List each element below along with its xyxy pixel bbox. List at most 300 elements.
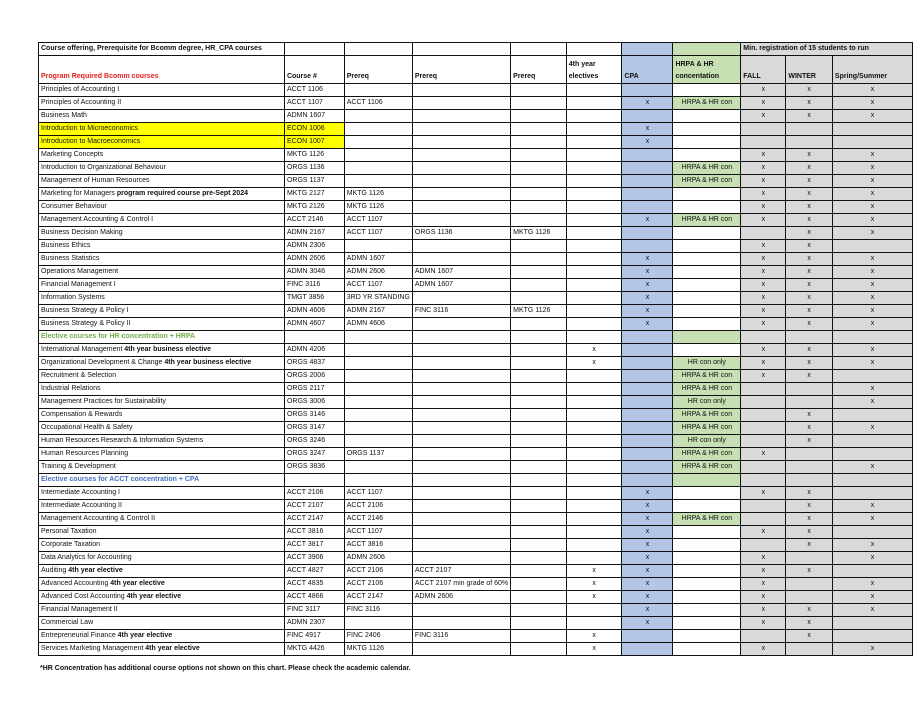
prereq-cell <box>412 409 510 422</box>
prereq-cell: ACCT 2107 min grade of 60% <box>412 578 510 591</box>
cpa-cell <box>622 188 673 201</box>
fall-cell: x <box>741 240 786 253</box>
winter-cell <box>786 331 833 344</box>
hrpa-cell: HR con only <box>673 396 741 409</box>
fall-cell <box>741 630 786 643</box>
cpa-cell <box>622 383 673 396</box>
prereq-cell <box>412 253 510 266</box>
course-name <box>39 149 285 162</box>
section-row <box>39 331 913 344</box>
table-row <box>39 461 913 474</box>
fall-cell: x <box>741 175 786 188</box>
hrpa-cell: HRPA & HR con <box>673 97 741 110</box>
cpa-cell <box>622 474 673 487</box>
course-number: ORGS 4837 <box>284 357 344 370</box>
course-number: ADMN 4606 <box>284 305 344 318</box>
prereq-cell: 3RD YR STANDING <box>344 292 412 305</box>
elective-cell <box>566 84 622 97</box>
prereq-cell <box>511 201 567 214</box>
course-name-text: Business Ethics <box>41 242 91 249</box>
winter-cell: x <box>786 149 833 162</box>
prereq-cell: ACCT 1107 <box>344 487 412 500</box>
summer-header: Spring/Summer <box>832 56 912 84</box>
course-number: ACCT 4827 <box>284 565 344 578</box>
prereq-cell: ORGS 1137 <box>344 448 412 461</box>
empty-cell <box>284 331 344 344</box>
hrpa-cell <box>673 552 741 565</box>
elective-cell: x <box>566 344 622 357</box>
winter-cell: x <box>786 214 833 227</box>
course-note: 4th year elective <box>68 567 123 574</box>
winter-cell <box>786 578 833 591</box>
fall-cell: x <box>741 305 786 318</box>
elective-cell <box>566 97 622 110</box>
fall-cell: x <box>741 357 786 370</box>
hrpa-cell <box>673 591 741 604</box>
prereq-cell <box>511 448 567 461</box>
prereq-cell <box>511 422 567 435</box>
table-row <box>39 591 913 604</box>
prereq-cell: ACCT 1106 <box>344 97 412 110</box>
course-name-text: Advanced Accounting <box>41 580 111 587</box>
hrpa-cell: HRPA & HR con <box>673 370 741 383</box>
table-row <box>39 513 913 526</box>
prereq-cell <box>511 149 567 162</box>
cpa-cell: x <box>622 578 673 591</box>
prereq-cell: ADMN 2606 <box>344 552 412 565</box>
prereq-cell <box>344 110 412 123</box>
fall-cell <box>741 435 786 448</box>
table-row <box>39 565 913 578</box>
course-name-text: Human Resources Planning <box>41 450 129 457</box>
course-note: 4th year business elective <box>164 359 252 366</box>
course-name <box>39 422 285 435</box>
prereq-cell <box>511 552 567 565</box>
hrpa-cell <box>673 136 741 149</box>
prereq-cell: MKTG 1126 <box>511 305 567 318</box>
course-name-text: Management of Human Resources <box>41 177 150 184</box>
hrpa-cell: HRPA & HR con <box>673 461 741 474</box>
hrpa-cell <box>673 305 741 318</box>
empty-cell <box>511 331 567 344</box>
elective-cell: x <box>566 591 622 604</box>
cpa-cell: x <box>622 617 673 630</box>
cpa-cell <box>622 448 673 461</box>
elective-cell <box>566 292 622 305</box>
prereq-cell <box>412 487 510 500</box>
cpa-cell: x <box>622 292 673 305</box>
hrpa-cell <box>673 344 741 357</box>
prereq-cell <box>412 643 510 656</box>
hrpa-cell <box>673 617 741 630</box>
course-number: ADMN 2167 <box>284 227 344 240</box>
cpa-cell <box>622 370 673 383</box>
prereq-cell <box>344 162 412 175</box>
course-number: ORGS 3246 <box>284 435 344 448</box>
prereq-cell <box>511 84 567 97</box>
table-row <box>39 84 913 97</box>
prereq-cell <box>412 617 510 630</box>
course-note: 4th year elective <box>117 632 173 639</box>
table-row <box>39 201 913 214</box>
cpa-cell <box>622 643 673 656</box>
prereq-cell <box>412 500 510 513</box>
prereq-cell <box>412 448 510 461</box>
course-number: ACCT 2147 <box>284 513 344 526</box>
cpa-cell <box>622 149 673 162</box>
course-name-text: Principles of Accounting II <box>41 99 122 106</box>
prereq-cell: ADMN 2606 <box>412 591 510 604</box>
prereq-cell <box>412 201 510 214</box>
prereq-cell <box>344 396 412 409</box>
prereq-cell <box>412 435 510 448</box>
course-name-text: Intermediate Accounting II <box>41 502 122 509</box>
fall-cell: x <box>741 253 786 266</box>
course-name-text: Entrepreneurial Finance <box>41 632 118 639</box>
elective-cell <box>566 188 622 201</box>
prereq-cell <box>511 526 567 539</box>
cpa-cell: x <box>622 123 673 136</box>
hrpa-cell <box>673 500 741 513</box>
fall-header: FALL <box>741 56 786 84</box>
winter-cell: x <box>786 370 833 383</box>
course-name-text: Commercial Law <box>41 619 94 626</box>
empty-cell <box>344 474 412 487</box>
elective-cell <box>566 279 622 292</box>
course-number: ACCT 4835 <box>284 578 344 591</box>
prereq-cell <box>412 552 510 565</box>
prereq-cell <box>511 240 567 253</box>
table-row <box>39 448 913 461</box>
prereq-cell: ACCT 2106 <box>344 565 412 578</box>
course-number: ORGS 2117 <box>284 383 344 396</box>
fall-cell: x <box>741 591 786 604</box>
summer-cell: x <box>832 604 912 617</box>
elective-cell <box>566 448 622 461</box>
footnote: *HR Concentration has additional course options not shown on this chart. Please check the academic calendar. <box>40 665 411 672</box>
winter-cell: x <box>786 422 833 435</box>
fall-cell <box>741 539 786 552</box>
fall-cell: x <box>741 110 786 123</box>
course-name <box>39 110 285 123</box>
prereq-cell <box>511 409 567 422</box>
prereq-cell <box>344 136 412 149</box>
prereq-cell: MKTG 1126 <box>344 201 412 214</box>
fall-cell <box>741 331 786 344</box>
course-number: MKTG 2126 <box>284 201 344 214</box>
prereq-cell <box>511 136 567 149</box>
prereq-cell <box>511 383 567 396</box>
prereq-cell: MKTG 1126 <box>511 227 567 240</box>
table-row <box>39 526 913 539</box>
summer-cell <box>832 409 912 422</box>
fall-cell: x <box>741 448 786 461</box>
elective-cell: x <box>566 565 622 578</box>
prereq-cell <box>511 461 567 474</box>
course-number: ACCT 3817 <box>284 539 344 552</box>
elective-cell: x <box>566 643 622 656</box>
course-name-text: Marketing Concepts <box>41 151 104 158</box>
winter-cell: x <box>786 565 833 578</box>
winter-cell: x <box>786 357 833 370</box>
prereq-cell: ACCT 2146 <box>344 513 412 526</box>
course-number: ORGS 3006 <box>284 396 344 409</box>
summer-cell <box>832 331 912 344</box>
hrpa-cell <box>673 149 741 162</box>
winter-cell: x <box>786 201 833 214</box>
elective-cell <box>566 123 622 136</box>
fall-cell: x <box>741 565 786 578</box>
prereq-cell: ADMN 1607 <box>412 279 510 292</box>
summer-cell <box>832 370 912 383</box>
course-name <box>39 357 285 370</box>
empty-cell <box>412 331 510 344</box>
summer-cell: x <box>832 539 912 552</box>
elective-cell <box>566 604 622 617</box>
winter-cell <box>786 448 833 461</box>
course-number: MKTG 2127 <box>284 188 344 201</box>
summer-cell <box>832 240 912 253</box>
course-name-text: Advanced Cost Accounting <box>41 593 127 600</box>
table-row <box>39 136 913 149</box>
prereq-cell: FINC 3116 <box>412 630 510 643</box>
prereq-cell <box>412 461 510 474</box>
cpa-cell <box>622 227 673 240</box>
hrpa-cell <box>673 110 741 123</box>
prereq-cell <box>344 175 412 188</box>
elective-cell <box>566 526 622 539</box>
course-number: ACCT 4866 <box>284 591 344 604</box>
fall-cell: x <box>741 318 786 331</box>
fall-cell <box>741 461 786 474</box>
table-row <box>39 539 913 552</box>
course-number: FINC 4917 <box>284 630 344 643</box>
course-name-text: Principles of Accounting I <box>41 86 120 93</box>
cpa-cell <box>622 331 673 344</box>
table-row <box>39 305 913 318</box>
prereq-cell: MKTG 1126 <box>344 188 412 201</box>
summer-cell: x <box>832 552 912 565</box>
prereq-cell <box>511 565 567 578</box>
prereq-cell <box>511 279 567 292</box>
cpa-cell: x <box>622 513 673 526</box>
fall-cell <box>741 409 786 422</box>
summer-cell: x <box>832 591 912 604</box>
course-name <box>39 123 285 136</box>
cpa-cell: x <box>622 136 673 149</box>
prereq-cell <box>412 97 510 110</box>
course-number: ORGS 2006 <box>284 370 344 383</box>
table-row <box>39 292 913 305</box>
prereq-cell <box>412 344 510 357</box>
cpa-header: CPA <box>622 56 673 84</box>
course-number: ACCT 2107 <box>284 500 344 513</box>
fall-cell: x <box>741 552 786 565</box>
course-number: ADMN 4607 <box>284 318 344 331</box>
prereq-cell <box>511 214 567 227</box>
elective-cell <box>566 136 622 149</box>
section-heading: Elective courses for HR concentration + HRPA <box>39 331 285 344</box>
table-row <box>39 318 913 331</box>
cpa-cell <box>622 396 673 409</box>
course-name-text: Training & Development <box>41 463 116 470</box>
prereq-cell <box>344 370 412 383</box>
elective-cell <box>566 435 622 448</box>
hrpa-cell <box>673 331 741 344</box>
cpa-cell: x <box>622 318 673 331</box>
course-name <box>39 97 285 110</box>
hrpa-cell: HRPA & HR con <box>673 513 741 526</box>
course-name <box>39 552 285 565</box>
winter-header: WINTER <box>786 56 833 84</box>
course-name <box>39 136 285 149</box>
course-name <box>39 513 285 526</box>
course-name <box>39 461 285 474</box>
hrpa-cell: HR con only <box>673 435 741 448</box>
hrpa-cell <box>673 201 741 214</box>
course-number: ADMN 2306 <box>284 240 344 253</box>
cpa-cell: x <box>622 552 673 565</box>
summer-cell: x <box>832 162 912 175</box>
course-number: ORGS 1137 <box>284 175 344 188</box>
course-name-text: Intermediate Accounting I <box>41 489 120 496</box>
winter-cell: x <box>786 292 833 305</box>
prereq-cell: ACCT 2147 <box>344 591 412 604</box>
elective-cell <box>566 175 622 188</box>
winter-cell: x <box>786 84 833 97</box>
course-name <box>39 214 285 227</box>
prereq-cell <box>412 383 510 396</box>
prereq-cell: ORGS 1136 <box>412 227 510 240</box>
elective-cell <box>566 318 622 331</box>
section-row <box>39 474 913 487</box>
elective-cell <box>566 461 622 474</box>
winter-cell <box>786 474 833 487</box>
fall-cell: x <box>741 617 786 630</box>
prereq-cell <box>511 357 567 370</box>
prereq-header: Prereq <box>511 56 567 84</box>
prereq-cell: ADMN 1607 <box>344 253 412 266</box>
elective-cell: x <box>566 578 622 591</box>
course-name <box>39 617 285 630</box>
course-number: ORGS 3836 <box>284 461 344 474</box>
winter-cell: x <box>786 240 833 253</box>
elective-cell <box>566 513 622 526</box>
hrpa-cell <box>673 292 741 305</box>
course-number: ORGS 3147 <box>284 422 344 435</box>
prereq-cell <box>511 591 567 604</box>
table-row <box>39 500 913 513</box>
table-row <box>39 422 913 435</box>
hrpa-cell <box>673 188 741 201</box>
course-name-text: Management Accounting & Control I <box>41 216 154 223</box>
prereq-cell: ACCT 2106 <box>344 500 412 513</box>
course-name-text: Introduction to Organizational Behaviour <box>41 164 166 171</box>
winter-cell <box>786 643 833 656</box>
cpa-cell <box>622 110 673 123</box>
fall-cell <box>741 500 786 513</box>
hrpa-cell: HRPA & HR con <box>673 162 741 175</box>
course-note: 4th year elective <box>145 645 200 652</box>
prereq-cell <box>511 253 567 266</box>
winter-cell: x <box>786 526 833 539</box>
table-row <box>39 552 913 565</box>
prereq-header: Prereq <box>344 56 412 84</box>
course-name <box>39 292 285 305</box>
course-name-text: Business Statistics <box>41 255 100 262</box>
prereq-cell <box>344 617 412 630</box>
summer-cell <box>832 435 912 448</box>
course-name-text: Financial Management II <box>41 606 118 613</box>
elective-cell <box>566 500 622 513</box>
fall-cell: x <box>741 643 786 656</box>
course-note: 4th year business elective <box>124 346 212 353</box>
hrpa-cell: HRPA & HR con <box>673 214 741 227</box>
course-name-text: Operations Management <box>41 268 119 275</box>
table-row <box>39 383 913 396</box>
prereq-cell <box>412 370 510 383</box>
prereq-cell <box>511 513 567 526</box>
course-number-header: Course # <box>284 56 344 84</box>
hrpa-cell <box>673 630 741 643</box>
table-row <box>39 97 913 110</box>
prereq-cell <box>511 578 567 591</box>
winter-cell: x <box>786 110 833 123</box>
course-name <box>39 500 285 513</box>
prereq-cell <box>511 292 567 305</box>
course-name-text: Services Marketing Management <box>41 645 146 652</box>
hrpa-cell: HRPA & HR con <box>673 448 741 461</box>
course-name-text: Introduction to Macroeconomics <box>41 138 141 145</box>
elective-cell <box>566 422 622 435</box>
course-name <box>39 526 285 539</box>
hrpa-cell: HRPA & HR con <box>673 409 741 422</box>
summer-cell: x <box>832 500 912 513</box>
winter-cell <box>786 461 833 474</box>
hrpa-cell <box>673 604 741 617</box>
winter-cell <box>786 383 833 396</box>
fall-cell <box>741 422 786 435</box>
hrpa-cell <box>673 578 741 591</box>
hrpa-cell: HRPA & HR con <box>673 383 741 396</box>
summer-cell: x <box>832 422 912 435</box>
course-number: ACCT 1106 <box>284 84 344 97</box>
prereq-cell: ACCT 2107 <box>412 565 510 578</box>
table-row <box>39 370 913 383</box>
course-number: ADMN 3046 <box>284 266 344 279</box>
course-offering-table <box>38 42 913 656</box>
course-name-text: Information Systems <box>41 294 105 301</box>
summer-cell: x <box>832 318 912 331</box>
hrpa-cell <box>673 227 741 240</box>
summer-cell: x <box>832 513 912 526</box>
hrpa-cell <box>673 565 741 578</box>
prereq-cell <box>412 123 510 136</box>
winter-cell <box>786 123 833 136</box>
summer-cell <box>832 487 912 500</box>
fall-cell: x <box>741 201 786 214</box>
elective-cell <box>566 539 622 552</box>
winter-cell <box>786 591 833 604</box>
course-name-text: Data Analytics for Accounting <box>41 554 132 561</box>
course-name <box>39 539 285 552</box>
prereq-header: Prereq <box>412 56 510 84</box>
prereq-cell <box>511 110 567 123</box>
course-name-text: Marketing for Managers <box>41 190 117 197</box>
course-name-text: International Management <box>41 346 125 353</box>
winter-cell: x <box>786 500 833 513</box>
course-name-text: Human Resources Research & Information Systems <box>41 437 204 444</box>
